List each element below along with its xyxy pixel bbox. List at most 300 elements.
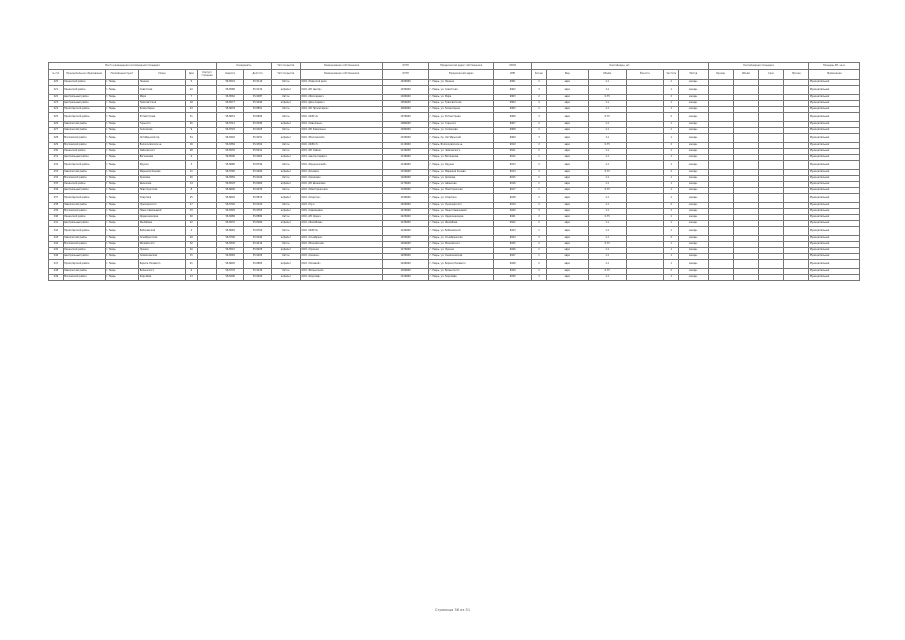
- table-cell: 35.9180: [244, 122, 271, 128]
- table-cell: [758, 194, 783, 203]
- table-cell: ООО «Симеон»: [301, 254, 383, 260]
- table-cell: 31: [185, 113, 198, 122]
- table-cell: 2: [664, 203, 679, 209]
- table-cell: г. Тверь, ул. Лукина: [429, 248, 494, 254]
- group-header: ОГРН: [382, 63, 428, 70]
- table-cell: 1.1: [588, 203, 626, 209]
- table-cell: асфальт: [271, 275, 300, 281]
- group-header: Контейнеры, шт.: [532, 63, 708, 70]
- table-cell: ООО «УК Заволжье»: [301, 128, 383, 134]
- table-cell: 1106900: [382, 134, 428, 143]
- table-cell: 11: [185, 170, 198, 176]
- table-cell: бетон: [271, 203, 300, 209]
- table-cell: бетон: [271, 149, 300, 155]
- table-cell: Муниципальная: [809, 269, 860, 275]
- column-header: Наименование собственника: [301, 70, 383, 80]
- table-cell: [784, 260, 809, 269]
- table-cell: Заволжский район: [63, 170, 105, 176]
- table-cell: [626, 260, 664, 269]
- table-cell: ежедн.: [679, 143, 708, 149]
- table-cell: 1196900: [382, 194, 428, 203]
- table-cell: 35.9450: [244, 275, 271, 281]
- table-cell: ежедн.: [679, 161, 708, 170]
- table-cell: 35.8911: [244, 149, 271, 155]
- table-cell: 54: [185, 134, 198, 143]
- table-cell: Маршала Конева: [139, 170, 185, 176]
- table-cell: г. Тверь, ул. Коминтерна: [429, 107, 494, 113]
- table-cell: 6906: [494, 113, 532, 122]
- table-cell: 1126900: [382, 149, 428, 155]
- table-cell: г. Тверь, пр. Октябрьский: [429, 134, 494, 143]
- table-cell: 1.1: [588, 122, 626, 128]
- table-cell: 35.8990: [244, 221, 271, 227]
- table-cell: 0.75: [588, 269, 626, 275]
- table-cell: г. Тверь: [105, 161, 139, 170]
- table-cell: [733, 134, 758, 143]
- table-cell: 1: [664, 122, 679, 128]
- table-cell: ООО «ЖЭК-7»: [301, 143, 383, 149]
- table-cell: 7: [185, 95, 198, 101]
- table-cell: 6923: [494, 227, 532, 236]
- table-cell: 1176900: [382, 182, 428, 188]
- table-cell: асфальт: [271, 170, 300, 176]
- table-cell: [708, 134, 733, 143]
- table-cell: 2: [532, 260, 547, 269]
- table-cell: асфальт: [271, 248, 300, 254]
- table-cell: Ленинский район: [63, 248, 105, 254]
- table-cell: Фрунзе: [139, 161, 185, 170]
- table-cell: 56.8420: [217, 134, 244, 143]
- table-cell: Муниципальная: [809, 227, 860, 236]
- table-cell: 35.9132: [244, 86, 271, 95]
- table-cell: г. Тверь: [105, 188, 139, 194]
- table-cell: 1: [532, 188, 547, 194]
- table-cell: Муниципальная: [809, 80, 860, 86]
- table-cell: г. Тверь, ул. Фрунзе: [429, 161, 494, 170]
- table-cell: 18: [185, 101, 198, 107]
- table-cell: г. Тверь: [105, 236, 139, 242]
- table-cell: Спартака: [139, 194, 185, 203]
- table-cell: 56.8590: [217, 155, 244, 161]
- table-cell: Муниципальная: [809, 188, 860, 194]
- table-cell: 56.8384: [217, 143, 244, 149]
- table-cell: ООО «Волынский»: [301, 269, 383, 275]
- table-cell: г. Тверь, ул. Склизкова: [429, 128, 494, 134]
- table-cell: 1156900: [382, 170, 428, 176]
- table-cell: евро: [546, 170, 588, 176]
- table-cell: евро: [546, 275, 588, 281]
- table-cell: ООО «Желябова»: [301, 221, 383, 227]
- table-cell: 1: [664, 134, 679, 143]
- table-cell: 6913: [494, 161, 532, 170]
- table-cell: евро: [546, 95, 588, 101]
- column-header-row: [49, 70, 860, 80]
- table-cell: [758, 161, 783, 170]
- table-cell: ООО «Московский»: [301, 134, 383, 143]
- table-cell: ежедн.: [679, 176, 708, 182]
- table-cell: 56.8350: [217, 176, 244, 182]
- table-cell: 35.9205: [244, 128, 271, 134]
- table-cell: 56.8503: [217, 182, 244, 188]
- table-cell: 35.9003: [244, 155, 271, 161]
- group-header: Координаты: [217, 63, 272, 70]
- group-header: Площадь КП, кв.м.: [809, 63, 860, 70]
- table-cell: 6903: [494, 95, 532, 101]
- table-cell: 56.8651: [217, 113, 244, 122]
- table-cell: 2: [532, 182, 547, 188]
- table-cell: Муниципальная: [809, 215, 860, 221]
- table-cell: Вагжанова: [139, 155, 185, 161]
- table-cell: 3: [532, 113, 547, 122]
- table-cell: 1246900: [382, 227, 428, 236]
- table-cell: 1: [664, 176, 679, 182]
- table-cell: [733, 260, 758, 269]
- table-cell: Пролетарский район: [63, 107, 105, 113]
- table-cell: 16: [185, 143, 198, 149]
- table-cell: Пролетарский район: [63, 113, 105, 122]
- table-cell: 240: [49, 215, 64, 221]
- table-cell: 2: [532, 194, 547, 203]
- group-header: Место размещения контейнерной площадки: [49, 63, 217, 70]
- table-cell: г. Тверь: [105, 95, 139, 101]
- table-cell: 6907: [494, 122, 532, 128]
- table-cell: 56.8582: [217, 254, 244, 260]
- table-cell: 6930: [494, 275, 532, 281]
- table-cell: Муниципальная: [809, 203, 860, 209]
- table-cell: [784, 275, 809, 281]
- column-header: ИНН: [494, 70, 532, 80]
- table-cell: 0.75: [588, 143, 626, 149]
- table-cell: ежедн.: [679, 128, 708, 134]
- table-cell: ежедн.: [679, 242, 708, 248]
- table-cell: 35.9190: [244, 176, 271, 182]
- table-cell: 6917: [494, 188, 532, 194]
- table-cell: 1.1: [588, 248, 626, 254]
- table-cell: евро: [546, 221, 588, 227]
- table-cell: Паши Савельевой: [139, 209, 185, 215]
- table-cell: 247: [49, 260, 64, 269]
- table-cell: асфальт: [271, 182, 300, 188]
- table-cell: Ленинский район: [63, 86, 105, 95]
- table-cell: Муниципальная: [809, 236, 860, 242]
- table-cell: г. Тверь, ул. Волынского: [429, 269, 494, 275]
- column-header: Объём: [733, 70, 758, 80]
- group-header: Наименование собственника: [301, 63, 383, 70]
- table-cell: Ленинский район: [63, 215, 105, 221]
- table-cell: 1.1: [588, 209, 626, 215]
- table-cell: Муниципальная: [809, 128, 860, 134]
- table-cell: бетон: [271, 107, 300, 113]
- table-cell: [784, 194, 809, 203]
- table-cell: 1226900: [382, 215, 428, 221]
- table-cell: Муниципальная: [809, 254, 860, 260]
- table-cell: ООО «ЖЭУ-4»: [301, 113, 383, 122]
- table-cell: 10: [185, 248, 198, 254]
- table-cell: г. Тверь: [105, 170, 139, 176]
- table-cell: 56.8725: [217, 128, 244, 134]
- table-cell: г. Тверь, ул. Оснабрюкская: [429, 236, 494, 242]
- table-cell: ежедн.: [679, 188, 708, 194]
- table-cell: асфальт: [271, 155, 300, 161]
- table-cell: Ротмистрова: [139, 113, 185, 122]
- table-cell: 6924: [494, 236, 532, 242]
- table-cell: 1046900: [382, 95, 428, 101]
- table-cell: 3: [532, 134, 547, 143]
- table-cell: 1: [664, 221, 679, 227]
- table-cell: 2: [532, 215, 547, 221]
- table-cell: 56.8577: [217, 101, 244, 107]
- table-cell: 222: [49, 95, 64, 101]
- table-cell: бетон: [271, 227, 300, 236]
- table-cell: 1296900: [382, 260, 428, 269]
- table-cell: [708, 194, 733, 203]
- table-cell: Орджоникидзе: [139, 215, 185, 221]
- table-cell: евро: [546, 161, 588, 170]
- table-cell: 246: [49, 254, 64, 260]
- table-cell: Муниципальная: [809, 107, 860, 113]
- column-header: Населённый пункт: [105, 70, 139, 80]
- table-cell: 6922: [494, 221, 532, 227]
- table-cell: [784, 227, 809, 236]
- table-cell: ООО «Можайский»: [301, 242, 383, 248]
- table-cell: асфальт: [271, 86, 300, 95]
- column-header: Вид: [546, 70, 588, 80]
- table-cell: 248: [49, 269, 64, 275]
- table-cell: 35.8760: [244, 227, 271, 236]
- table-cell: 6901: [494, 80, 532, 86]
- table-cell: бетон: [271, 95, 300, 101]
- table-cell: евро: [546, 122, 588, 128]
- group-header: Тип покрытия: [271, 63, 300, 70]
- table-cell: ежедн.: [679, 194, 708, 203]
- table-cell: 2: [532, 80, 547, 86]
- table-cell: 1.1: [588, 86, 626, 95]
- group-header: ОКПО: [494, 63, 532, 70]
- table-cell: Советская: [139, 86, 185, 95]
- table-cell: 225: [49, 113, 64, 122]
- table-cell: [626, 86, 664, 95]
- table-cell: [758, 227, 783, 236]
- table-cell: евро: [546, 143, 588, 149]
- table-cell: 239: [49, 209, 64, 215]
- table-cell: 0.75: [588, 188, 626, 194]
- table-cell: Заволжский район: [63, 269, 105, 275]
- group-header: Юридический адрес собственника: [429, 63, 494, 70]
- table-cell: 6911: [494, 149, 532, 155]
- table-cell: [708, 260, 733, 269]
- table-cell: Чайковского: [139, 149, 185, 155]
- table-cell: Муниципальная: [809, 170, 860, 176]
- table-cell: [198, 275, 217, 281]
- table-cell: 35.9040: [244, 101, 271, 107]
- table-cell: Ленинский район: [63, 149, 105, 155]
- table-cell: евро: [546, 134, 588, 143]
- table-cell: ООО «Дом-Сервис»: [301, 101, 383, 107]
- table-cell: 6: [185, 155, 198, 161]
- table-cell: 0.75: [588, 170, 626, 176]
- table-cell: Муниципальная: [809, 101, 860, 107]
- table-cell: Пролетарский район: [63, 227, 105, 236]
- table-cell: [708, 161, 733, 170]
- table-cell: 56.8305: [217, 209, 244, 215]
- table-cell: асфальт: [271, 221, 300, 227]
- table-cell: ежедн.: [679, 260, 708, 269]
- table-cell: 1: [664, 128, 679, 134]
- table-cell: 4: [532, 101, 547, 107]
- table-cell: 2: [532, 269, 547, 275]
- table-cell: 56.8330: [217, 242, 244, 248]
- table-cell: 242: [49, 227, 64, 236]
- column-header: Частота: [664, 70, 679, 80]
- table-cell: 35.9025: [244, 254, 271, 260]
- table-cell: ООО «Лукина»: [301, 248, 383, 254]
- table-cell: евро: [546, 128, 588, 134]
- table-cell: ежедн.: [679, 86, 708, 95]
- table-cell: Можайского: [139, 242, 185, 248]
- table-cell: г. Тверь, ул. Горького: [429, 122, 494, 128]
- table-cell: Муниципальная: [809, 248, 860, 254]
- table-cell: ежедн.: [679, 248, 708, 254]
- table-cell: Оснабрюкская: [139, 236, 185, 242]
- table-cell: ООО «УК Шишкова»: [301, 182, 383, 188]
- table-cell: 1: [664, 227, 679, 236]
- table-cell: ООО «Луч»: [301, 203, 383, 209]
- table-cell: [708, 86, 733, 95]
- table-cell: 1306900: [382, 269, 428, 275]
- table-cell: г. Тверь: [105, 149, 139, 155]
- table-cell: 56.8790: [217, 236, 244, 242]
- table-cell: Склизкова: [139, 128, 185, 134]
- table-cell: 52: [185, 242, 198, 248]
- table-cell: г. Тверь, ул. Ленина: [429, 80, 494, 86]
- column-header: Улица: [139, 70, 185, 80]
- table-cell: [626, 275, 664, 281]
- table-cell: 2: [664, 95, 679, 101]
- table-cell: [784, 161, 809, 170]
- table-cell: г. Тверь, ул. Спартака: [429, 194, 494, 203]
- table-cell: 2: [532, 143, 547, 149]
- table-cell: 35.9230: [244, 269, 271, 275]
- table-cell: ежедн.: [679, 122, 708, 128]
- table-cell: [758, 260, 783, 269]
- table-cell: 9: [185, 128, 198, 134]
- table-cell: Муниципальная: [809, 275, 860, 281]
- table-cell: 13: [185, 275, 198, 281]
- table-row: [49, 260, 860, 269]
- table-cell: 35.8805: [244, 260, 271, 269]
- table-cell: 2: [532, 107, 547, 113]
- table-cell: евро: [546, 101, 588, 107]
- table-cell: [733, 227, 758, 236]
- table-cell: 6905: [494, 107, 532, 113]
- table-cell: 1136900: [382, 155, 428, 161]
- table-cell: 6921: [494, 215, 532, 221]
- table-cell: 2: [532, 176, 547, 182]
- table-cell: ежедн.: [679, 170, 708, 176]
- table-cell: ежедн.: [679, 215, 708, 221]
- table-cell: евро: [546, 113, 588, 122]
- column-header: Ёмкость: [626, 70, 664, 80]
- table-cell: 1.1: [588, 260, 626, 269]
- table-cell: ООО «Новоторжская»: [301, 188, 383, 194]
- table-cell: 12: [185, 86, 198, 95]
- table-cell: г. Тверь, ул. Желябова: [429, 221, 494, 227]
- table-cell: 35.9070: [244, 188, 271, 194]
- table-cell: 1.1: [588, 101, 626, 107]
- column-header: № п/п: [49, 70, 64, 80]
- table-cell: 6927: [494, 254, 532, 260]
- table-cell: 237: [49, 194, 64, 203]
- table-cell: г. Тверь: [105, 242, 139, 248]
- table-cell: г. Тверь, ул. Ротмистрова: [429, 113, 494, 122]
- table-cell: 1166900: [382, 176, 428, 182]
- table-cell: евро: [546, 203, 588, 209]
- table-cell: [758, 113, 783, 122]
- table-cell: г. Тверь: [105, 260, 139, 269]
- table-cell: 25: [185, 194, 198, 203]
- table-cell: 35.9260: [244, 170, 271, 176]
- table-cell: г. Тверь: [105, 182, 139, 188]
- table-cell: Трёхсвятская: [139, 101, 185, 107]
- table-cell: бетон: [271, 128, 300, 134]
- table-cell: 3: [532, 86, 547, 95]
- table-cell: 14: [185, 182, 198, 188]
- table-cell: ежедн.: [679, 101, 708, 107]
- container-sites-registry-table: [48, 62, 860, 281]
- table-cell: 1: [532, 227, 547, 236]
- table-cell: 28: [185, 149, 198, 155]
- table-cell: 226: [49, 122, 64, 128]
- table-cell: 238: [49, 203, 64, 209]
- table-cell: 2: [532, 248, 547, 254]
- table-cell: 56.8570: [217, 221, 244, 227]
- table-cell: Ленинский район: [63, 182, 105, 188]
- table-cell: Заволжский район: [63, 122, 105, 128]
- table-cell: 1: [664, 260, 679, 269]
- column-header: Метод: [679, 70, 708, 80]
- table-cell: 1216900: [382, 209, 428, 215]
- table-cell: 243: [49, 236, 64, 242]
- table-cell: Пролетарский район: [63, 194, 105, 203]
- table-cell: Московский район: [63, 134, 105, 143]
- table-cell: ООО «Центр-Сервис»: [301, 155, 383, 161]
- table-cell: г. Тверь: [105, 80, 139, 86]
- table-cell: 1236900: [382, 221, 428, 227]
- table-cell: ООО «УК Центр»: [301, 86, 383, 95]
- table-cell: 249: [49, 275, 64, 281]
- column-header: Юридический адрес: [429, 70, 494, 80]
- table-cell: Ленинский район: [63, 80, 105, 86]
- table-cell: 3: [185, 161, 198, 170]
- table-cell: [198, 161, 217, 170]
- table-cell: 56.8535: [217, 149, 244, 155]
- table-cell: 234: [49, 176, 64, 182]
- table-cell: 56.8480: [217, 215, 244, 221]
- table-cell: бетон: [271, 269, 300, 275]
- table-cell: 35.9355: [244, 209, 271, 215]
- table-cell: 45: [185, 122, 198, 128]
- table-cell: Пролетарский район: [63, 161, 105, 170]
- table-cell: 221: [49, 86, 64, 95]
- column-header: Объём: [588, 70, 626, 80]
- table-cell: 2: [532, 149, 547, 155]
- table-cell: 35.9410: [244, 242, 271, 248]
- table-cell: Заволжский район: [63, 128, 105, 134]
- table-cell: 6912: [494, 155, 532, 161]
- table-cell: ежедн.: [679, 209, 708, 215]
- table-cell: 22: [185, 221, 198, 227]
- table-row: [49, 227, 860, 236]
